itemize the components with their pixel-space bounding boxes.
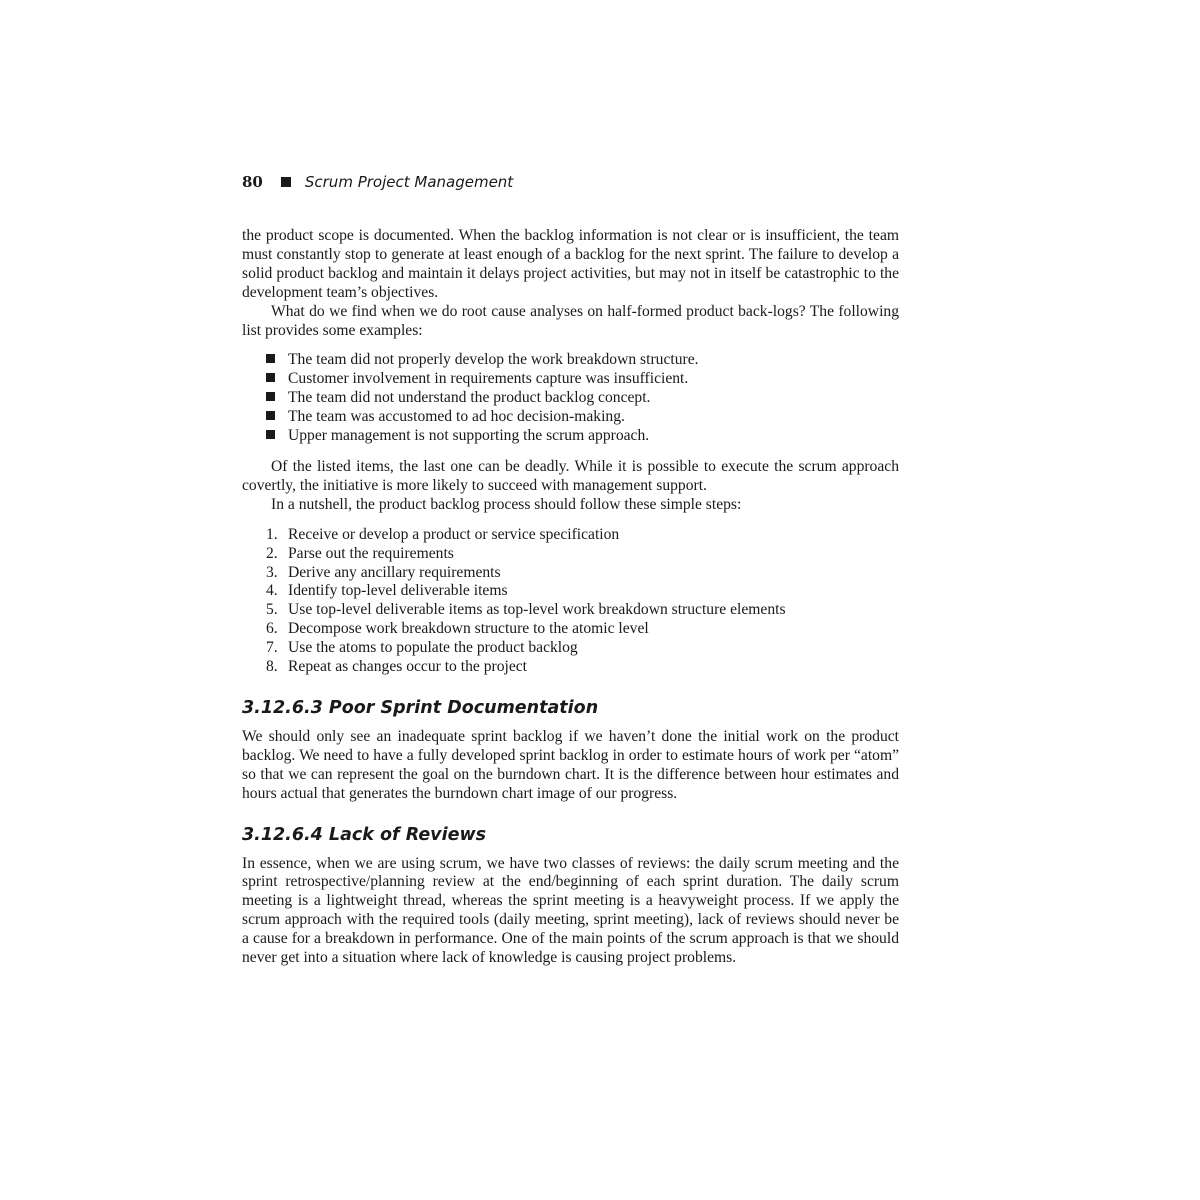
list-item-text: Receive or develop a product or service specification — [288, 525, 620, 543]
book-page — [242, 170, 899, 968]
list-item-text: The team was accustomed to ad hoc decision-making. — [288, 408, 625, 426]
list-item-text: Parse out the requirements — [288, 544, 454, 562]
bullet-list — [242, 351, 899, 446]
list-item-text: The team did not understand the product backlog concept. — [288, 389, 651, 407]
bullet-square-icon — [266, 354, 275, 363]
list-item — [266, 545, 899, 564]
running-head — [242, 170, 899, 194]
list-item — [266, 370, 899, 389]
page-number: 80 — [242, 173, 263, 191]
book-title: Scrum Project Management — [304, 173, 514, 191]
paragraph-scope: the product scope is documented. When the backlog information is not clear or is insufficient, the team must constantly stop to generate at least enough of a backlog for the next sprint. The failure to develop a solid product backlog and maintain it delays project activities, but may not in itself be catastrophic to the development team’s objectives. — [242, 227, 899, 301]
section-heading-lack-of-reviews: 3.12.6.4 Lack of Reviews — [242, 824, 487, 845]
bullet-square-icon — [266, 373, 275, 382]
list-item-text: Identify top-level deliverable items — [288, 582, 508, 600]
list-item — [266, 427, 899, 446]
section-heading-sprint-documentation: 3.12.6.3 Poor Sprint Documentation — [242, 697, 599, 718]
list-item-text: The team did not properly develop the work breakdown structure. — [288, 351, 699, 369]
list-item — [266, 620, 899, 639]
list-item-text: Upper management is not supporting the scrum approach. — [288, 427, 650, 445]
list-item — [266, 564, 899, 583]
list-item-text: Customer involvement in requirements capture was insufficient. — [288, 370, 689, 388]
numbered-list — [242, 526, 899, 677]
list-item-number: 8. — [266, 658, 278, 676]
list-item-number: 6. — [266, 620, 278, 638]
list-item — [266, 408, 899, 427]
list-item-number: 1. — [266, 525, 278, 543]
list-item-number: 5. — [266, 601, 278, 619]
bullet-square-icon — [266, 411, 275, 420]
paragraph-root-cause: What do we find when we do root cause analyses on half-formed product back-logs? The following list provides some examples: — [242, 302, 899, 339]
list-item — [266, 389, 899, 408]
bullet-square-icon — [266, 430, 275, 439]
list-item-text: Derive any ancillary requirements — [288, 563, 501, 581]
list-item — [266, 351, 899, 370]
paragraph-reviews: In essence, when we are using scrum, we have two classes of reviews: the daily scrum meeting and the sprint retrospective/planning review at the end/beginning of each sprint duration. The daily scrum meeting is a lightweight thread, whereas the sprint meeting is a heavyweight process. If we apply the scrum approach with the required tools (daily meeting, sprint meeting), lack of reviews should never be a cause for a breakdown in performance. One of the main points of the scrum approach is that we should never get into a situation where lack of knowledge is causing project problems. — [242, 854, 899, 967]
bullet-square-icon — [266, 392, 275, 401]
header-square-icon — [281, 177, 291, 187]
list-item-text: Use the atoms to populate the product backlog — [288, 639, 578, 657]
list-item — [266, 639, 899, 658]
list-item — [266, 601, 899, 620]
list-item-number: 4. — [266, 582, 278, 600]
list-item — [266, 582, 899, 601]
list-item-number: 7. — [266, 639, 278, 657]
list-item-text: Use top-level deliverable items as top-level work breakdown structure elements — [288, 601, 786, 619]
list-item-text: Decompose work breakdown structure to the atomic level — [288, 620, 649, 638]
list-item-number: 2. — [266, 544, 278, 562]
paragraph-sprint-backlog: We should only see an inadequate sprint backlog if we haven’t done the initial work on the product backlog. We need to have a fully developed sprint backlog in order to estimate hours of work per “atom” so that we can represent the goal on the burndown chart. It is the difference between hour estimates and hours actual that generates the burndown chart image of our progress. — [242, 727, 899, 802]
paragraph-nutshell: In a nutshell, the product backlog process should follow these simple steps: — [271, 495, 742, 513]
list-item — [266, 658, 899, 677]
list-item — [266, 526, 899, 545]
paragraph-listed-items: Of the listed items, the last one can be deadly. While it is possible to execute the scrum approach covertly, the initiative is more likely to succeed with management support. — [242, 457, 899, 494]
list-item-number: 3. — [266, 563, 278, 581]
list-item-text: Repeat as changes occur to the project — [288, 658, 528, 676]
